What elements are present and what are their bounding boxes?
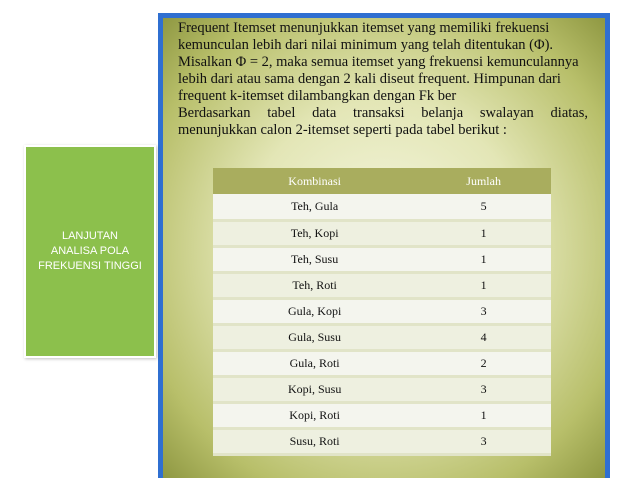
table-header-row bbox=[213, 168, 551, 194]
table-row bbox=[213, 220, 551, 246]
cell-kombinasi: Gula, Susu bbox=[213, 324, 416, 350]
paragraph-2: Misalkan Φ = 2, maka semua itemset yang frekuensi kemunculannya lebih dari atau sama dengan 2 kali diseut frequent. Himpunan dari frequent k-itemset dilambangkan dengan Fk ber bbox=[178, 54, 579, 104]
candidate-2-itemset-table bbox=[213, 168, 551, 456]
cell-kombinasi: Gula, Roti bbox=[213, 350, 416, 376]
cell-jumlah: 3 bbox=[416, 376, 551, 402]
cell-jumlah: 1 bbox=[416, 220, 551, 246]
cell-jumlah: 2 bbox=[416, 350, 551, 376]
paragraph-3: Berdasarkan tabel data transaksi belanja swalayan diatas, menunjukkan calon 2-itemset seperti pada tabel berikut : bbox=[178, 105, 588, 138]
cell-jumlah: 1 bbox=[416, 246, 551, 272]
table-row bbox=[213, 402, 551, 428]
table-row bbox=[213, 298, 551, 324]
table-row bbox=[213, 324, 551, 350]
cell-jumlah: 3 bbox=[416, 428, 551, 454]
cell-jumlah: 4 bbox=[416, 324, 551, 350]
cell-kombinasi: Gula, Kopi bbox=[213, 298, 416, 324]
header-jumlah: Jumlah bbox=[416, 168, 551, 194]
cell-kombinasi: Teh, Gula bbox=[213, 194, 416, 220]
table-row bbox=[213, 246, 551, 272]
section-title bbox=[38, 229, 142, 274]
cell-jumlah: 1 bbox=[416, 402, 551, 428]
cell-kombinasi: Teh, Roti bbox=[213, 272, 416, 298]
paragraph-1: Frequent Itemset menunjukkan itemset yang memiliki frekuensi kemunculan lebih dari nilai minimum yang telah ditentukan (Φ). bbox=[178, 20, 554, 53]
header-kombinasi: Kombinasi bbox=[213, 168, 416, 194]
cell-jumlah: 3 bbox=[416, 298, 551, 324]
cell-jumlah: 1 bbox=[416, 272, 551, 298]
table-row bbox=[213, 272, 551, 298]
cell-kombinasi: Kopi, Roti bbox=[213, 402, 416, 428]
section-title-line-2: ANALISA POLA bbox=[50, 245, 130, 257]
table-row bbox=[213, 428, 551, 454]
table-row bbox=[213, 376, 551, 402]
section-title-box bbox=[24, 145, 156, 358]
section-title-line-3: FREKUENSI TINGGI bbox=[38, 260, 142, 272]
cell-kombinasi: Teh, Kopi bbox=[213, 220, 416, 246]
table-row bbox=[213, 350, 551, 376]
cell-kombinasi: Susu, Roti bbox=[213, 428, 416, 454]
cell-kombinasi: Teh, Susu bbox=[213, 246, 416, 272]
cell-jumlah: 5 bbox=[416, 194, 551, 220]
cell-kombinasi: Kopi, Susu bbox=[213, 376, 416, 402]
section-title-line-1: LANJUTAN bbox=[61, 230, 118, 242]
table-row bbox=[213, 194, 551, 220]
intro-text bbox=[178, 20, 588, 139]
